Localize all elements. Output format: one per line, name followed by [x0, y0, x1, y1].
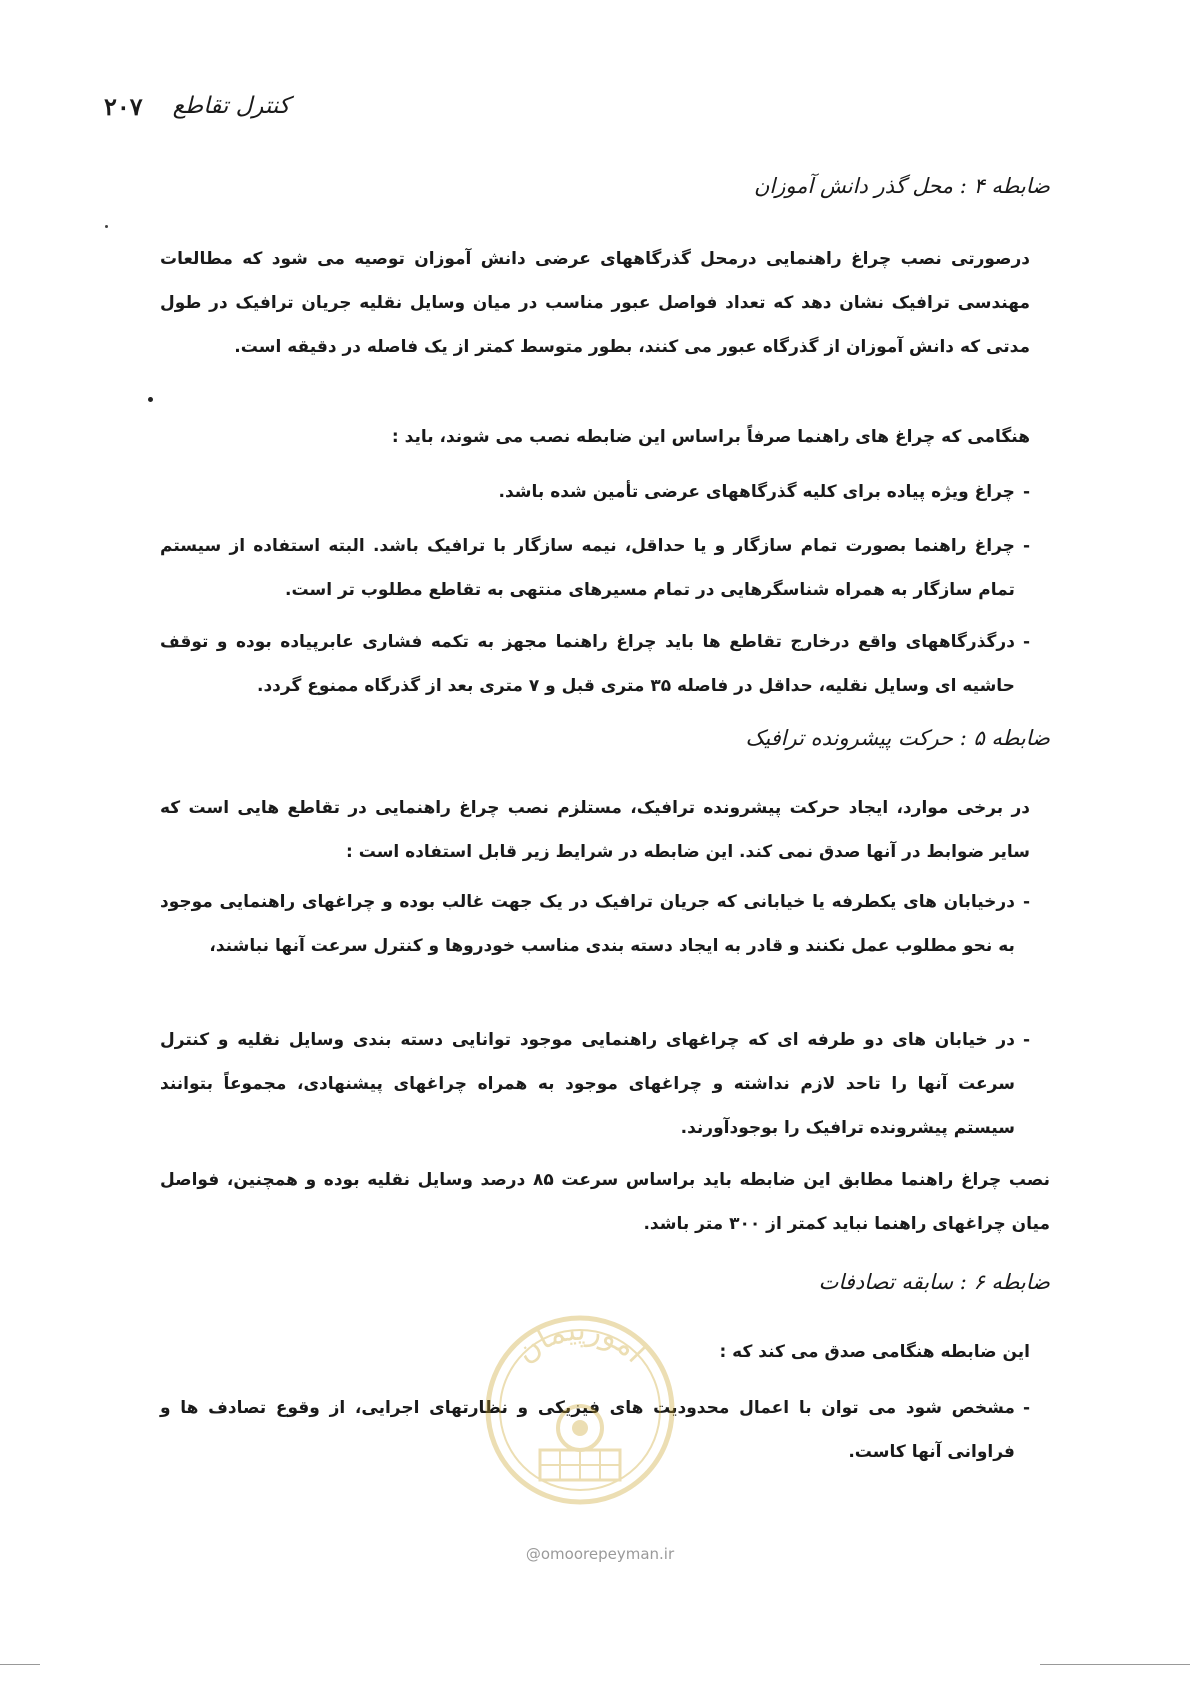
- watermark-text: امورپیمان: [508, 1312, 653, 1370]
- section-heading-4: ضابطه ۴ : محل گذر دانش آموزان: [754, 174, 1050, 198]
- section-4-paragraph-1: درصورتی نصب چراغ راهنمایی درمحل گذرگاههای عرضی دانش آموزان توصیه می شود که مطالعات مهندسی ترافیک نشان دهد که تعداد فواصل عبور مناسب در میان وسایل نقلیه جریان ترافیک در طول مدتی که دانش آموزان از گذرگاه عبور می کنند، بطور متوسط کمتر از یک فاصله در دقیقه است.: [160, 249, 1030, 357]
- watermark-url: @omoorepeyman.ir: [525, 1545, 675, 1563]
- item-text: درخیابان های یکطرفه یا خیابانی که جریان ترافیک در یک جهت غالب بوده و چراغهای راهنمایی موجود به نحو مطلوب عمل نکنند و قادر به ایجاد دسته بندی مناسب خودروها و کنترل سرعت آنها نباشند،: [160, 892, 1015, 956]
- section-heading-6: ضابطه ۶ : سابقه تصادفات: [818, 1270, 1050, 1294]
- section-5-item-1: [160, 880, 1030, 968]
- item-text: درگذرگاههای واقع درخارج تقاطع ها باید چراغ راهنما مجهز به تکمه فشاری عابرپیاده بوده و توقف حاشیه ای وسایل نقلیه، حداقل در فاصله ۳۵ متری قبل و ۷ متری بعد از گذرگاه ممنوع گردد.: [160, 632, 1015, 696]
- section-4-paragraph-2: هنگامی که چراغ های راهنما صرفاً براساس این ضابطه نصب می شوند، باید :: [391, 427, 1030, 447]
- scan-dot: [148, 397, 153, 402]
- section-4-item-2: [160, 524, 1030, 612]
- running-head: [104, 86, 504, 126]
- bullet-dash: -: [1022, 1398, 1030, 1418]
- item-text: چراغ راهنما بصورت تمام سازگار و یا حداقل، نیمه سازگار با ترافیک باشد. البته استفاده از سیستم تمام سازگار به همراه شناسگرهایی در تمام مسیرهای منتهی به تقاطع مطلوب تر است.: [160, 536, 1015, 600]
- section-heading-5: ضابطه ۵ : حرکت پیشرونده ترافیک: [745, 726, 1050, 750]
- bottom-rule-left: [0, 1664, 40, 1665]
- bullet-dash: -: [1022, 536, 1030, 556]
- running-head-title: کنترل تقاطع: [172, 93, 290, 119]
- bullet-dash: -: [1022, 1030, 1030, 1050]
- section-6-item-1: [160, 1386, 1030, 1474]
- item-text: در خیابان های دو طرفه ای که چراغهای راهنمایی موجود توانایی دسته بندی وسایل نقلیه و کنترل سرعت آنها را تاحد لازم نداشته و چراغهای موجود به همراه چراغهای پیشنهادی، مجموعاً بتوانند سیستم پیشرونده ترافیک را بوجودآورند.: [160, 1030, 1015, 1138]
- section-5-paragraph-1: در برخی موارد، ایجاد حرکت پیشرونده ترافیک، مستلزم نصب چراغ راهنمایی در تقاطع هایی است که سایر ضوابط در آنها صدق نمی کند. این ضابطه در شرایط زیر قابل استفاده است :: [160, 798, 1030, 862]
- section-4-item-1: [160, 470, 1030, 514]
- page-number: ۲۰۷: [104, 91, 143, 121]
- section-5-closing: نصب چراغ راهنما مطابق این ضابطه باید براساس سرعت ۸۵ درصد وسایل نقلیه بوده و همچنین، فواصل میان چراغهای راهنما نباید کمتر از ۳۰۰ متر باشد.: [160, 1170, 1050, 1234]
- item-text: چراغ ویژه پیاده برای کلیه گذرگاههای عرضی تأمین شده باشد.: [498, 482, 1015, 502]
- bullet-dash: -: [1022, 632, 1030, 652]
- bullet-dash: -: [1022, 482, 1030, 502]
- section-4-item-3: [160, 620, 1030, 708]
- section-5-item-2: [160, 1018, 1030, 1150]
- scan-speck: [105, 225, 108, 228]
- bullet-dash: -: [1022, 892, 1030, 912]
- section-6-paragraph-1: این ضابطه هنگامی صدق می کند که :: [719, 1342, 1030, 1362]
- bottom-rule-right: [1040, 1664, 1190, 1665]
- item-text: مشخص شود می توان با اعمال محدودیت های فیزیکی و نظارتهای اجرایی، از وقوع تصادف ها و فراوانی آنها کاست.: [160, 1398, 1015, 1462]
